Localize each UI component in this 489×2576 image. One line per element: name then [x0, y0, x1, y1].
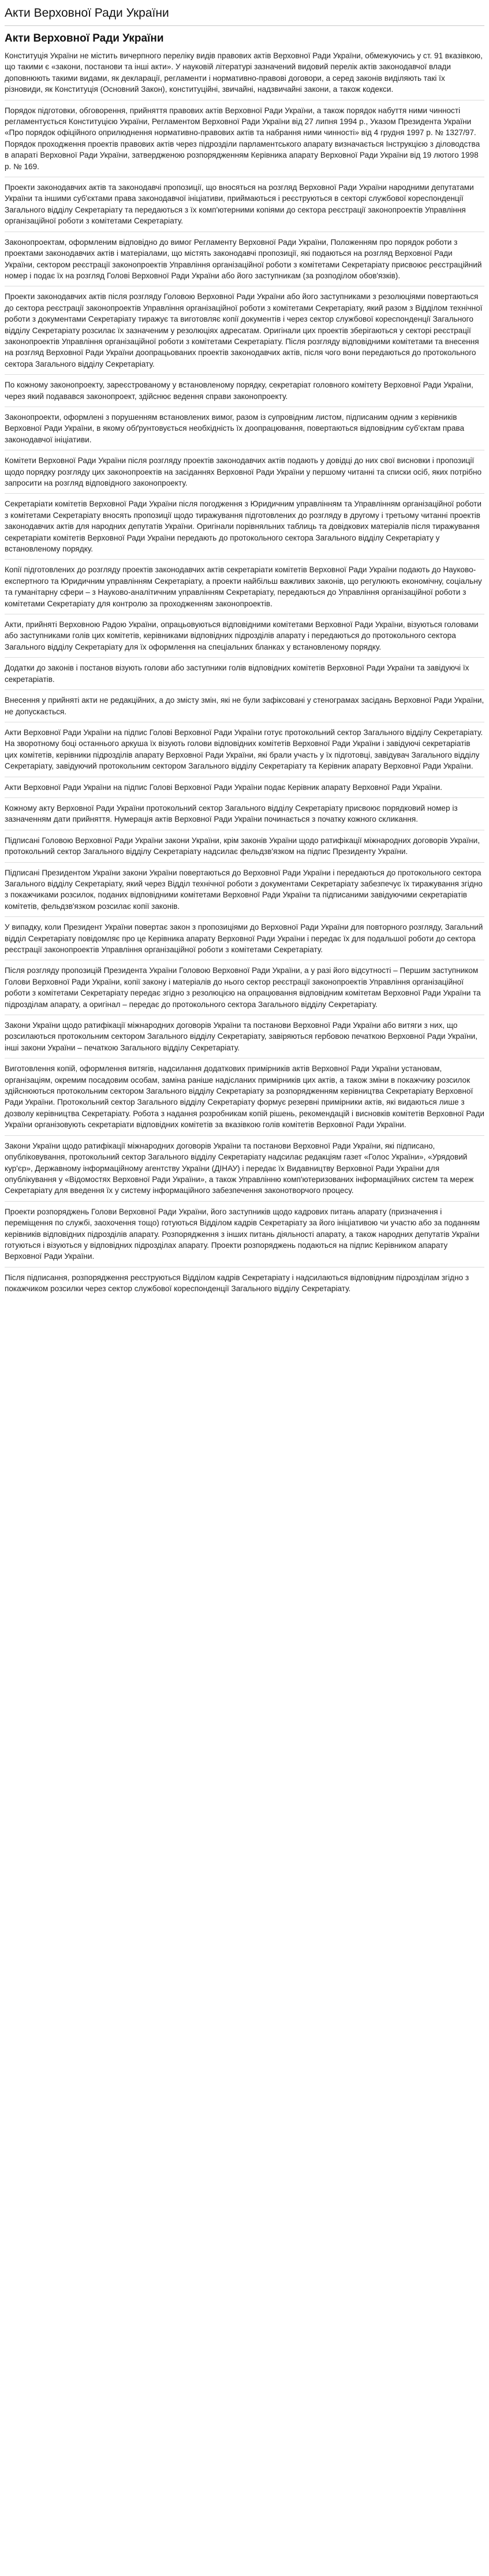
paragraph: Законопроектам, оформленим відповідно до вимог Регламенту Верховної Ради України, Положенням про порядок роботи з проектами законодавчих актів і матеріалами, що містять законодавчі пропозиції, які подаються на розгляд Верховної Ради України, сектором реєстрації законопроектів Управління організаційної роботи з комітетами Секретаріату присвоює реєстраційний номер і подає їх на розгляд Голові Верховної Ради України або його заступникам (за розподілом обов'язків).: [5, 237, 484, 287]
paragraph: Закони України щодо ратифікації міжнародних договорів України та постанови Верховної Ради України або витяги з них, що розсилаються протокольним сектором Загального відділу Секретаріату, завіряються гербовою печаткою Верховної Ради України, інші закони України – печаткою Загального відділу Секретаріату.: [5, 1020, 484, 1058]
paragraph: Додатки до законів і постанов візують голови або заступники голів відповідних комітетів Верховної Ради України та завідуючі їх секретаріатів.: [5, 662, 484, 690]
paragraph: Закони України щодо ратифікації міжнародних договорів України та постанови Верховної Ради України, які підписано, опубліковування, протокольний сектор Загального відділу Секретаріату надсилає редакціям газет «Голос України», «Урядовий кур'єр», Державному інформаційному агентству України (ДІНАУ) і передає їх Видавництву Верховної Ради України для опублікування у «Відомостях Верховної Ради України», а також Управлінню комп'ютеризованих інформаційних систем та мереж Секретаріату для введення їх у систему інформаційного забезпечення законотворчого процесу.: [5, 1140, 484, 1202]
page-title: Акти Верховної Ради України: [5, 5, 484, 26]
paragraph: Законопроекти, оформлені з порушенням встановлених вимог, разом із супровідним листом, підписаним одним з керівників Верховної Ради України, в якому обґрунтовується необхідність їх доопрацювання, повертаються відповідним суб'єктам права законодавчої ініціативи.: [5, 412, 484, 450]
paragraph: Внесення у прийняті акти не редакційних, а до змісту змін, які не були зафіксовані у стенограмах засідань Верховної Ради України, не допускається.: [5, 695, 484, 722]
paragraph: Акти, прийняті Верховною Радою України, опрацьовуються відповідними комітетами Верховної Ради України, візуються головами або заступниками голів цих комітетів, керівниками відповідних підрозділів апарату і передаються до протокольного сектора Загального відділу Секретаріату для їх оформлення на спеціальних бланках у встановленому порядку.: [5, 619, 484, 658]
paragraph: Проекти законодавчих актів та законодавчі пропозиції, що вносяться на розгляд Верховної Ради України народними депутатами України та іншими суб'єктами права законодавчої ініціативи, приймаються і реєструються в секторі службової кореспонденції Загального відділу Секретаріату та передаються з їх комп'ютерними копіями до сектора реєстрації законопроектів Управління організаційної роботи з комітетами Секретаріату.: [5, 182, 484, 232]
paragraph: Проекти розпоряджень Голови Верховної Ради України, його заступників щодо кадрових питань апарату (призначення і переміщення по службі, заохочення тощо) готуються Відділом кадрів Секретаріату за його ініціативою чи участю або за поданням керівників відповідних підрозділів апарату. Розпорядження з інших питань діяльності апарату, а також народних депутатів України готуються і візуються у відповідних підрозділах апарату. Проекти розпоряджень подаються на підпис Керівником апарату Верховної Ради України.: [5, 1206, 484, 1268]
article-body: [5, 50, 484, 1299]
section-heading: Акти Верховної Ради України: [5, 32, 164, 44]
paragraph: Підписані Головою Верховної Ради України закони України, крім законів України щодо ратифікації міжнародних договорів України, протокольний сектор Загального відділу Секретаріату надсилає фельдзв'язком на підпис Президенту України.: [5, 835, 484, 863]
paragraph: Після розгляду пропозицій Президента України Головою Верховної Ради України, а у разі його відсутності – Першим заступником Голови Верховної Ради України, копії закону і матеріалів до нього сектор реєстрації законопроектів Управління організаційної роботи з комітетами Секретаріату передає згідно з резолюцією на опрацювання відповідним комітетам Верховної Ради України та підрозділам апарату, а оригінал – передає до протокольного сектора Загального відділу Секретаріату.: [5, 965, 484, 1015]
paragraph: Виготовлення копій, оформлення витягів, надсилання додаткових примірників актів Верховної Ради України установам, організаціям, окремим посадовим особам, заміна раніше надісланих примірників цих актів, а також зміни в покажчику розсилок здійснюються протокольним сектором Загального відділу Секретаріату за розпорядженням керівництва Секретаріату Верховної Ради України. Протокольний сектор Загального відділу Секретаріату формує резервні примірники актів, які видаються лише з дозволу керівництва Секретаріату. Робота з надання розробникам копій рішень, рекомендацій і висновків комітетів Верховної Ради України організовують секретаріати відповідних комітетів за вказівкою голів комітетів Верховної Ради України.: [5, 1063, 484, 1135]
paragraph: Підписані Президентом України закони України повертаються до Верховної Ради України і передаються до протокольного сектора Загального відділу Секретаріату, який через Відділ технічної роботи з документами Секретаріату забезпечує їх тиражування згідно з покажчиками розсилок, поданих відповідними комітетами Верховної Ради України та підписаними завідуючими секретаріатів комітетів, фельдзв'язком розсилає копії законів.: [5, 867, 484, 918]
paragraph: Секретаріати комітетів Верховної Ради України після погодження з Юридичним управлінням та Управлінням організаційної роботи з комітетами Секретаріату вносять пропозиції щодо тиражування підготовлених до розгляду в другому і третьому читанні проектів законодавчих актів для народних депутатів України. Оригінали порівняльних таблиць та довідкових матеріалів після тиражування секретаріати комітетів Верховної Ради України передають до протокольного сектора Загального відділу Секретаріату у встановленому порядку.: [5, 498, 484, 560]
paragraph: Конституція України не містить вичерпного переліку видів правових актів Верховної Ради України, обмежуючись у ст. 91 вказівкою, що такими є «закони, постанови та інші акти». У науковій літературі зазначений видовий перелік актів законодавчої влади доповнюють такими видами, як декларації, регламенти і нормативно-правові договори, а серед законів виділяють такі їх різновиди, як Конституція (Основний Закон), конституційні, звичайні, надзвичайні закони, а також кодекси.: [5, 50, 484, 100]
paragraph: Проекти законодавчих актів після розгляду Головою Верховної Ради України або його заступниками з резолюціями повертаються до сектора реєстрації законопроектів Управління організаційної роботи з комітетами Секретаріату, який разом з Відділом технічної роботи з документами Секретаріату тиражує та виготовляє копії документів і через сектор службової кореспонденції Загального відділу Секретаріату розсилає їх зазначеним у резолюціях адресатам. Оригінали цих проектів зберігаються у секторі реєстрації законопроектів Управління організаційної роботи з комітетами Секретаріату. Після розгляду відповідними комітетами та внесення на розгляд Верховної Ради України доопрацьованих проектів законодавчих актів, після чого вони передаються до протокольного сектора Загального відділу Секретаріату.: [5, 291, 484, 375]
paragraph: Копії підготовлених до розгляду проектів законодавчих актів секретаріати комітетів Верховної Ради України подають до Науково-експертного та Юридичним управлінням Секретаріату, а проекти найбільш важливих законів, що регулюють економічну, соціальну та гуманітарну сфери – з Науково-аналітичним управлінням Секретаріату, передаються до Управління організаційної роботи з комітетами Секретаріату для контролю за проходженням законопроектів.: [5, 564, 484, 614]
paragraph: По кожному законопроекту, зареєстрованому у встановленому порядку, секретаріат головного комітету Верховної Ради України, через який подавався законопроект, здійснює ведення справи законопроекту.: [5, 379, 484, 407]
paragraph: Після підписання, розпорядження реєструються Відділом кадрів Секретаріату і надсилаються відповідним підрозділам згідно з покажчиком розсилки через сектор службової кореспонденції Загального відділу Секретаріату.: [5, 1273, 469, 1293]
paragraph: Акти Верховної Ради України на підпис Голові Верховної Ради України подає Керівник апарату Верховної Ради України.: [5, 782, 484, 798]
paragraph: Акти Верховної Ради України на підпис Голові Верховної Ради України готує протокольний сектор Загального відділу Секретаріату. На зворотному боці останнього аркуша їх візують голови відповідних комітетів Верховної Ради України і завідуючі секретаріатів цих комітетів, керівники підрозділів апарату Верховної Ради України, які брали участь у їх підготовці, завідувач Загального відділу Секретаріату, завідуючий протокольним сектором Загального відділу Секретаріату та Керівник апарату Верховної Ради України.: [5, 727, 484, 777]
paragraph: Порядок підготовки, обговорення, прийняття правових актів Верховної Ради України, а також порядок набуття ними чинності регламентується Конституцією України, Регламентом Верховної Ради України від 27 липня 1994 р., Указом Президента України «Про порядок офіційного оприлюднення нормативно-правових актів та набрання ними чинності» від 4 грудня 1997 р. № 1327/97. Порядок проходження проектів правових актів через підрозділи парламентського апарату визначається Інструкцією з діловодства в апараті Верховної Ради України, затвердженою розпорядженням Керівника апарату Верховної Ради України від 19 лютого 1998 р. № 169.: [5, 105, 484, 177]
paragraph: Комітети Верховної Ради України після розгляду проектів законодавчих актів подають у довідці до них свої висновки і пропозиції щодо порядку розгляду цих законопроектів на засіданнях Верховної Ради України у першому читанні та списки осіб, яких потрібно запросити на розгляд відповідного законопроекту.: [5, 455, 484, 494]
paragraph: У випадку, коли Президент України повертає закон з пропозиціями до Верховної Ради України для повторного розгляду, Загальний відділ Секретаріату повідомляє про це Керівника апарату Верховної Ради України і передає їх для подальшої роботи до сектора реєстрації законопроектів Управління організаційної роботи з комітетами Секретаріату.: [5, 922, 484, 960]
paragraph: Кожному акту Верховної Ради України протокольний сектор Загального відділу Секретаріату присвоює порядковий номер із зазначенням дати прийняття. Нумерація актів Верховної Ради України починається з початку кожного скликання.: [5, 803, 484, 830]
